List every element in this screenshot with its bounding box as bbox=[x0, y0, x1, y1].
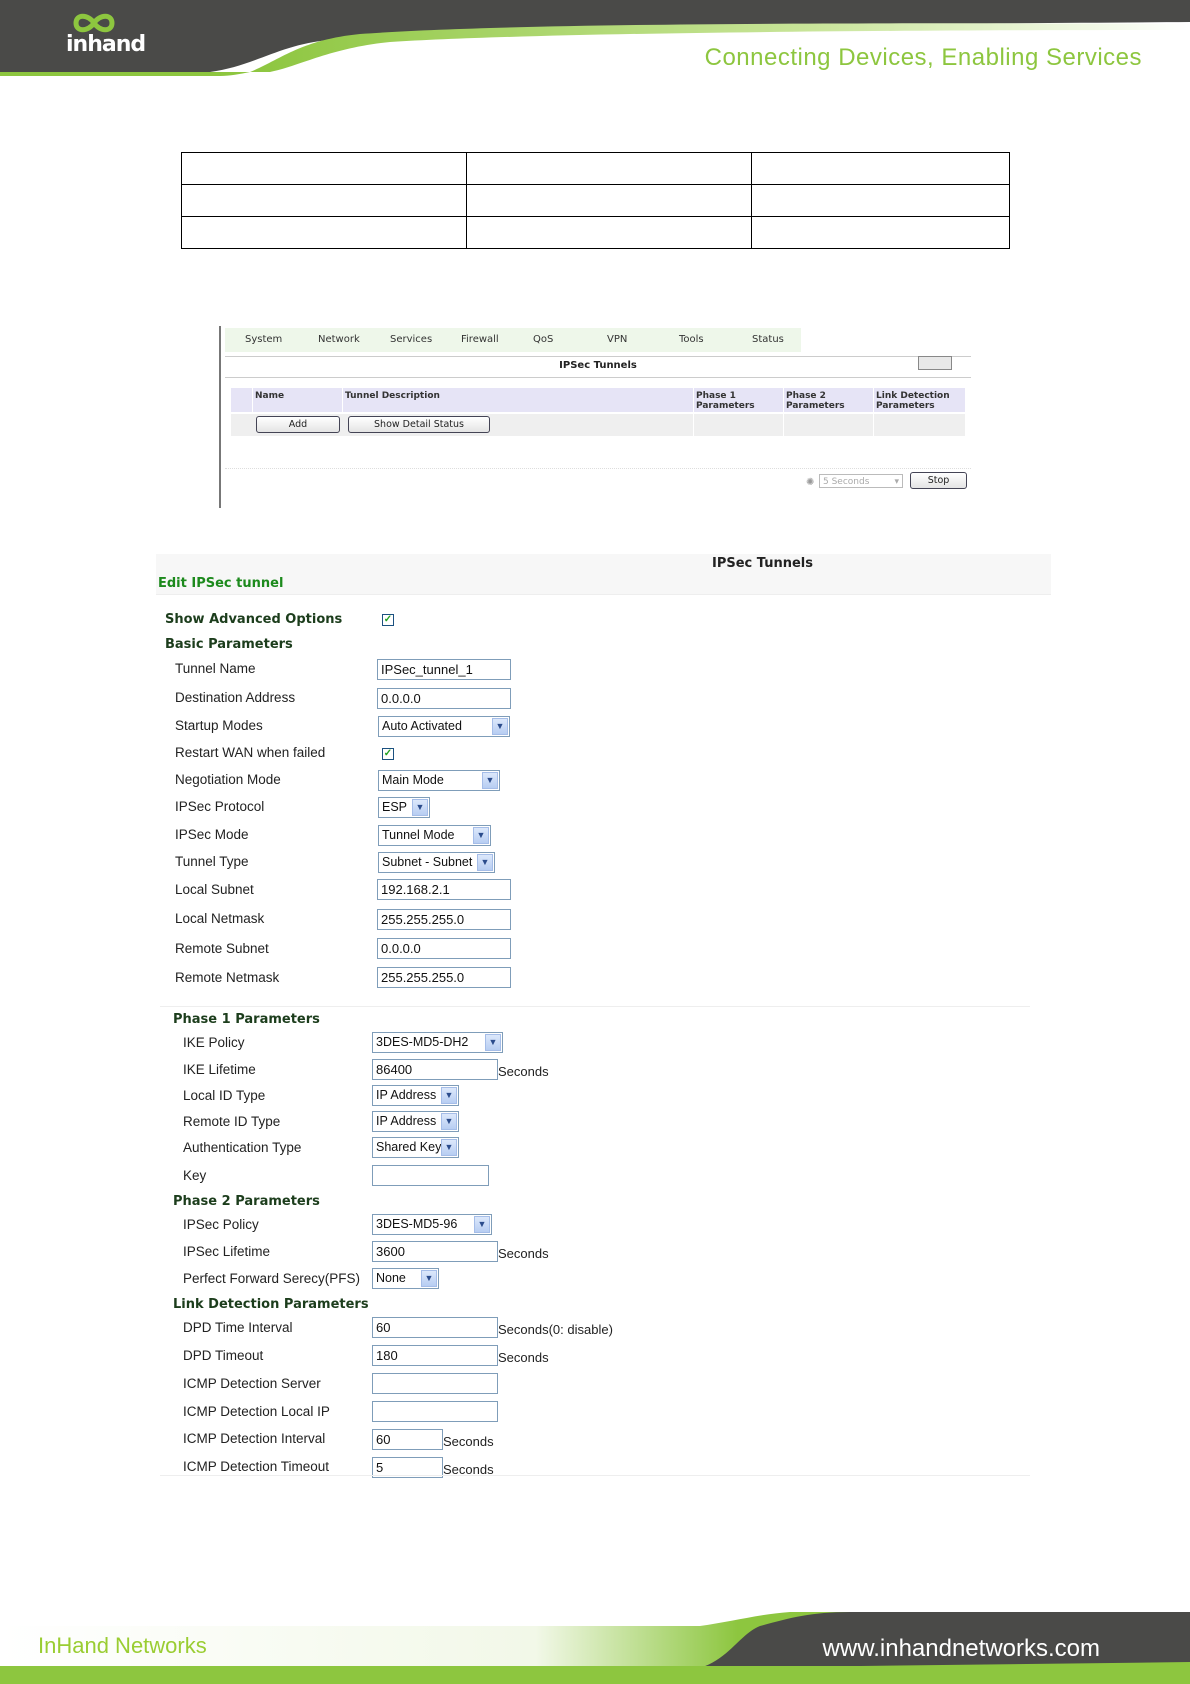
loading-spinner-icon: ✺ bbox=[806, 477, 815, 488]
ike-policy-select[interactable]: 3DES-MD5-DH2 ▼ bbox=[372, 1032, 503, 1053]
phase2-heading: Phase 2 Parameters bbox=[173, 1194, 320, 1209]
col-head-link-detection: Link Detection Parameters bbox=[874, 388, 966, 412]
icmp-timeout-unit: Seconds bbox=[443, 1462, 494, 1477]
refresh-interval-select[interactable]: 5 Seconds ▾ bbox=[819, 474, 903, 488]
dpd-interval-input[interactable]: 60 bbox=[372, 1317, 498, 1338]
destination-address-label: Destination Address bbox=[175, 690, 296, 705]
show-advanced-checkbox[interactable]: ✓ bbox=[383, 614, 393, 625]
pfs-label: Perfect Forward Serecy(PFS) bbox=[183, 1271, 361, 1286]
ipsec-protocol-label: IPSec Protocol bbox=[175, 799, 265, 814]
col-head-blank bbox=[231, 388, 253, 412]
chevron-down-icon: ▼ bbox=[412, 799, 428, 816]
col-head-phase1: Phase 1 Parameters bbox=[694, 388, 784, 412]
basic-parameters-heading: Basic Parameters bbox=[165, 637, 293, 652]
ike-lifetime-label: IKE Lifetime bbox=[183, 1062, 256, 1077]
icmp-interval-unit: Seconds bbox=[443, 1434, 494, 1449]
menu-item-services[interactable]: Services bbox=[390, 334, 433, 345]
table-row bbox=[182, 217, 1010, 249]
ipsec-list-screenshot bbox=[219, 326, 972, 508]
chevron-down-icon: ▼ bbox=[482, 772, 498, 789]
table-row-cell bbox=[784, 414, 874, 436]
header-tagline: Connecting Devices, Enabling Services bbox=[704, 44, 1142, 71]
menu-item-qos[interactable]: QoS bbox=[533, 334, 554, 345]
show-detail-status-button[interactable]: Show Detail Status bbox=[348, 416, 490, 433]
startup-modes-select[interactable]: Auto Activated ▼ bbox=[378, 716, 510, 737]
startup-modes-label: Startup Modes bbox=[175, 718, 263, 733]
form-page-title: IPSec Tunnels bbox=[712, 556, 813, 571]
form-subtitle: Edit IPSec tunnel bbox=[158, 576, 284, 591]
ike-policy-label: IKE Policy bbox=[183, 1035, 245, 1050]
remote-subnet-input[interactable]: 0.0.0.0 bbox=[377, 938, 511, 959]
icmp-interval-label: ICMP Detection Interval bbox=[183, 1431, 326, 1446]
local-subnet-label: Local Subnet bbox=[175, 882, 254, 897]
negotiation-mode-select[interactable]: Main Mode ▼ bbox=[378, 770, 500, 791]
key-input[interactable] bbox=[372, 1165, 489, 1186]
icmp-server-input[interactable] bbox=[372, 1373, 498, 1394]
panel-title: IPSec Tunnels bbox=[559, 360, 637, 371]
menu-item-status[interactable]: Status bbox=[752, 334, 784, 345]
table-row-cell bbox=[874, 414, 966, 436]
dpd-timeout-unit: Seconds bbox=[498, 1350, 549, 1365]
ipsec-protocol-select[interactable]: ESP ▼ bbox=[378, 797, 430, 818]
logo-text: inhand bbox=[66, 32, 146, 57]
ipsec-lifetime-label: IPSec Lifetime bbox=[183, 1244, 271, 1259]
ipsec-mode-label: IPSec Mode bbox=[175, 827, 249, 842]
chevron-down-icon: ▼ bbox=[474, 1216, 490, 1233]
destination-address-input[interactable]: 0.0.0.0 bbox=[377, 688, 511, 709]
negotiation-mode-label: Negotiation Mode bbox=[175, 772, 281, 787]
col-head-description: Tunnel Description bbox=[343, 388, 694, 412]
tunnel-type-label: Tunnel Type bbox=[175, 854, 249, 869]
icmp-timeout-input[interactable]: 5 bbox=[372, 1457, 443, 1478]
dpd-timeout-input[interactable]: 180 bbox=[372, 1345, 498, 1366]
icmp-interval-input[interactable]: 60 bbox=[372, 1429, 443, 1450]
table-row bbox=[182, 185, 1010, 217]
menu-item-network[interactable]: Network bbox=[318, 334, 360, 345]
form-header-bar bbox=[156, 554, 1051, 595]
ipsec-policy-select[interactable]: 3DES-MD5-96 ▼ bbox=[372, 1214, 492, 1235]
link-detection-heading: Link Detection Parameters bbox=[173, 1297, 369, 1312]
pfs-select[interactable]: None ▼ bbox=[372, 1268, 439, 1289]
divider bbox=[160, 1475, 1030, 1476]
local-subnet-input[interactable]: 192.168.2.1 bbox=[377, 879, 511, 900]
dpd-timeout-label: DPD Timeout bbox=[183, 1348, 264, 1363]
chevron-down-icon: ▼ bbox=[441, 1113, 457, 1130]
ipsec-lifetime-input[interactable]: 3600 bbox=[372, 1241, 498, 1262]
restart-wan-checkbox[interactable]: ✓ bbox=[383, 748, 393, 759]
ike-lifetime-input[interactable]: 86400 bbox=[372, 1059, 498, 1080]
add-button[interactable]: Add bbox=[256, 416, 340, 433]
phase1-heading: Phase 1 Parameters bbox=[173, 1012, 320, 1027]
tunnel-type-select[interactable]: Subnet - Subnet ▼ bbox=[378, 852, 495, 873]
ipsec-policy-label: IPSec Policy bbox=[183, 1217, 259, 1232]
footer-website: www.inhandnetworks.com bbox=[822, 1635, 1100, 1662]
tunnel-name-input[interactable]: IPSec_tunnel_1 bbox=[377, 659, 511, 680]
divider bbox=[160, 1006, 1030, 1007]
icmp-local-ip-label: ICMP Detection Local IP bbox=[183, 1404, 330, 1419]
local-netmask-label: Local Netmask bbox=[175, 911, 265, 926]
chevron-down-icon: ▼ bbox=[421, 1270, 437, 1287]
chevron-down-icon: ▼ bbox=[473, 827, 489, 844]
icmp-local-ip-input[interactable] bbox=[372, 1401, 498, 1422]
restart-wan-label: Restart WAN when failed bbox=[175, 745, 326, 760]
table-row bbox=[182, 153, 1010, 185]
menu-item-tools[interactable]: Tools bbox=[679, 334, 704, 345]
menu-item-system[interactable]: System bbox=[245, 334, 283, 345]
local-id-type-select[interactable]: IP Address ▼ bbox=[372, 1085, 459, 1106]
divider bbox=[225, 468, 971, 469]
panel-title-bar bbox=[225, 356, 971, 378]
remote-id-type-select[interactable]: IP Address ▼ bbox=[372, 1111, 459, 1132]
remote-id-type-label: Remote ID Type bbox=[183, 1114, 281, 1129]
dpd-interval-unit: Seconds(0: disable) bbox=[498, 1322, 613, 1337]
col-head-phase2: Phase 2 Parameters bbox=[784, 388, 874, 412]
dpd-interval-label: DPD Time Interval bbox=[183, 1320, 293, 1335]
chevron-down-icon: ▼ bbox=[485, 1034, 501, 1051]
chevron-down-icon: ▼ bbox=[492, 718, 508, 735]
table-row-cell bbox=[694, 414, 784, 436]
local-id-type-label: Local ID Type bbox=[183, 1088, 266, 1103]
window-buttons-icon[interactable] bbox=[918, 356, 952, 370]
ipsec-mode-select[interactable]: Tunnel Mode ▼ bbox=[378, 825, 491, 846]
chevron-down-icon: ▼ bbox=[441, 1087, 457, 1104]
remote-netmask-input[interactable]: 255.255.255.0 bbox=[377, 967, 511, 988]
ipsec-lifetime-unit: Seconds bbox=[498, 1246, 549, 1261]
chevron-down-icon: ▼ bbox=[477, 854, 493, 871]
menu-item-firewall[interactable]: Firewall bbox=[461, 334, 499, 345]
ike-lifetime-unit: Seconds bbox=[498, 1064, 549, 1079]
footer-company: InHand Networks bbox=[38, 1633, 207, 1658]
icmp-server-label: ICMP Detection Server bbox=[183, 1376, 321, 1391]
remote-subnet-label: Remote Subnet bbox=[175, 941, 269, 956]
tunnel-name-label: Tunnel Name bbox=[175, 661, 256, 676]
top-menu-bar bbox=[225, 328, 801, 352]
key-label: Key bbox=[183, 1168, 207, 1183]
menu-item-vpn[interactable]: VPN bbox=[607, 334, 628, 345]
stop-button[interactable]: Stop bbox=[910, 472, 967, 489]
show-advanced-label: Show Advanced Options bbox=[165, 612, 343, 627]
chevron-down-icon: ▼ bbox=[441, 1139, 457, 1156]
icmp-timeout-label: ICMP Detection Timeout bbox=[183, 1459, 330, 1474]
col-head-name: Name bbox=[253, 388, 343, 412]
remote-netmask-label: Remote Netmask bbox=[175, 970, 280, 985]
empty-table bbox=[181, 152, 1010, 249]
local-netmask-input[interactable]: 255.255.255.0 bbox=[377, 909, 511, 930]
authentication-type-select[interactable]: Shared Key ▼ bbox=[372, 1137, 459, 1158]
authentication-type-label: Authentication Type bbox=[183, 1140, 302, 1155]
